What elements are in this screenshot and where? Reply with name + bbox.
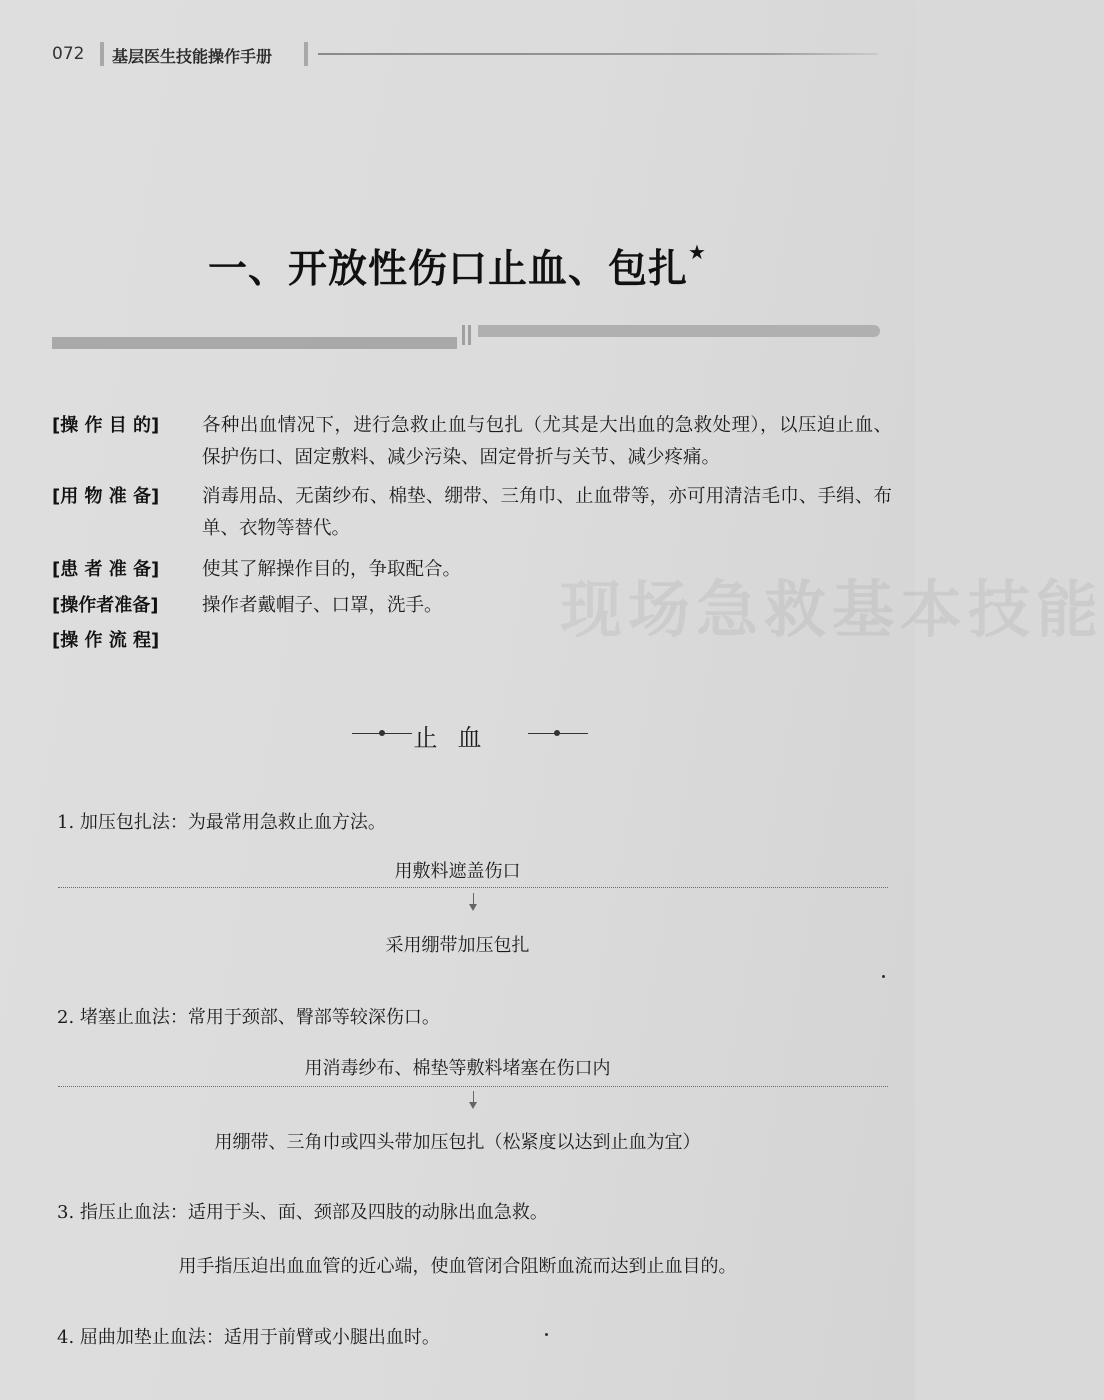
info-label: [操 作 流 程]: [52, 630, 160, 651]
subheading-dot-right: [554, 730, 560, 736]
dotted-divider: [58, 1086, 888, 1087]
down-arrow-icon: [468, 893, 480, 911]
title-rule-tick: [468, 325, 471, 345]
info-text: 各种出血情况下，进行急救止血与包扎（尤其是大出血的急救处理），以压迫止血、保护伤口、固定敷料、减少污染、固定骨折与关节、减少疼痛。: [202, 415, 892, 468]
info-text: 使其了解操作目的，争取配合。: [202, 559, 462, 580]
method-step: 用敷料遮盖伤口: [394, 861, 521, 882]
method-title: 3. 指压止血法：适用于头、面、颈部及四肢的动脉出血急救。: [57, 1202, 548, 1223]
header-divider: [304, 42, 308, 66]
info-label: [操作者准备]: [52, 595, 159, 616]
book-title: 基层医生技能操作手册: [112, 47, 273, 66]
dotted-divider: [58, 887, 888, 888]
info-label: [操 作 目 的]: [52, 415, 160, 436]
title-rule-tick: [462, 325, 465, 345]
title-rule-left: [52, 337, 457, 349]
method-title: 4. 屈曲加垫止血法：适用于前臂或小腿出血时。: [57, 1327, 440, 1348]
section-title: [0, 238, 915, 294]
info-label: [用 物 准 备]: [52, 486, 160, 507]
print-speck: [882, 975, 885, 978]
down-arrow-icon: [468, 1091, 480, 1109]
bleed-through-text: 现场急救基本技能: [560, 573, 1104, 646]
info-text: 消毒用品、无菌纱布、棉垫、绷带、三角巾、止血带等，亦可用清洁毛巾、手绢、布单、衣物等替代。: [202, 486, 892, 539]
page-number: 072: [52, 44, 85, 64]
method-step: 用绷带、三角巾或四头带加压包扎（松紧度以达到止血为宜）: [214, 1132, 701, 1153]
info-label: [患 者 准 备]: [52, 559, 160, 580]
subheading: 止血: [413, 724, 502, 752]
method-title: 1. 加压包扎法：为最常用急救止血方法。: [57, 812, 386, 833]
method-step: 用消毒纱布、棉垫等敷料堵塞在伤口内: [304, 1058, 611, 1079]
title-rule-right: [478, 325, 880, 337]
print-speck: [545, 1333, 548, 1336]
running-header: [52, 40, 882, 70]
info-text: 操作者戴帽子、口罩，洗手。: [202, 595, 443, 616]
section-title-text: 一、开放性伤口止血、包扎: [208, 247, 689, 292]
method-step: 采用绷带加压包扎: [385, 935, 530, 956]
method-step: 用手指压迫出血血管的近心端，使血管闭合阻断血流而达到止血目的。: [178, 1256, 737, 1277]
header-rule: [318, 53, 878, 55]
header-divider: [100, 42, 104, 66]
star-icon: ★: [688, 240, 707, 264]
method-title: 2. 堵塞止血法：常用于颈部、臀部等较深伤口。: [57, 1007, 440, 1028]
